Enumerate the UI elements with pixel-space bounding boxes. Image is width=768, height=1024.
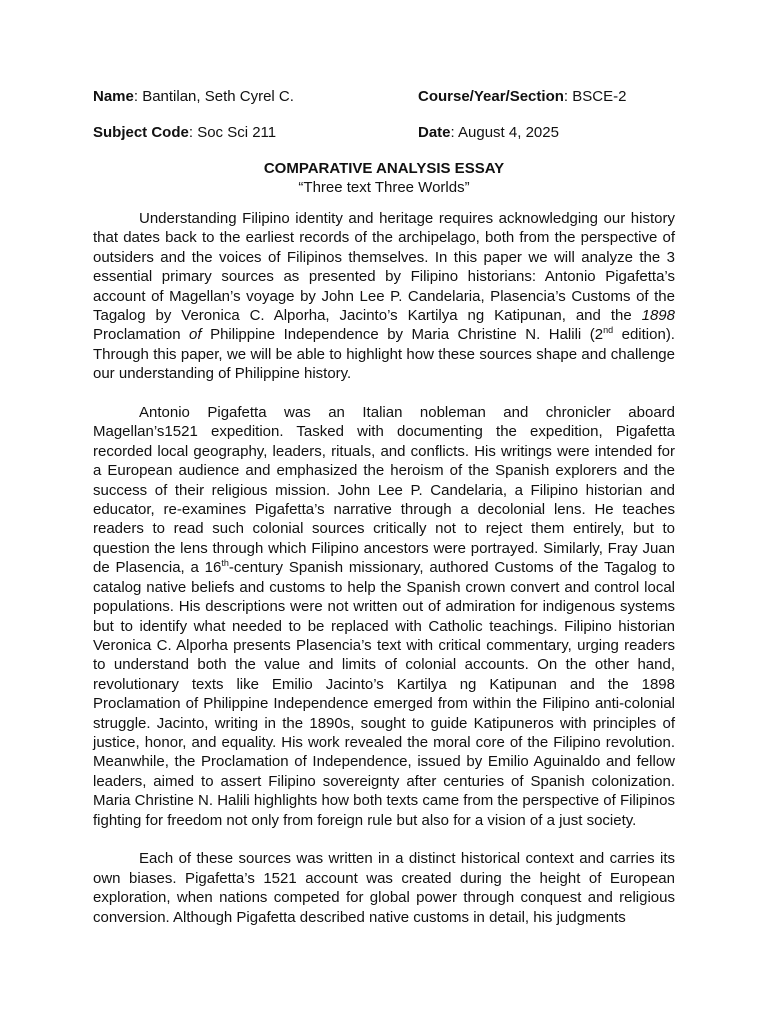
essay-body <box>93 209 675 946</box>
essay-subtitle: “Three text Three Worlds” <box>298 179 470 196</box>
p2-text-a: Antonio Pigafetta was an Italian nobleman and chronicler aboard Magellan’s1521 expedition. Tasked with documenting the expedition, Pigafetta recorded local geography, leaders, rituals, and conflicts. His writings were intended for a European audience and emphasized the heroism of the Spanish explorers and the success of their religious mission. John Lee P. Candelaria, a Filipino historian and educator, re-examines Pigafetta’s narrative through a decolonial lens. He teaches readers to read such colonial sources critically not to reject them entirely, but to question the lens through which Filipino ancestors were portrayed. Similarly, Fray Juan de Plasencia, a 16 <box>93 404 675 577</box>
p2-text-b: -century Spanish missionary, authored Customs of the Tagalog to catalog native beliefs and customs to help the Spanish crown convert and control local populations. His descriptions were not written out of admiration for indigenous systems but to identify what needed to be replaced with Catholic teachings. Filipino historian Veronica C. Alporha presents Plasencia’s text with critical commentary, urging readers to understand both the value and limits of colonial accounts. On the other hand, revolutionary texts like Emilio Jacinto’s Kartilya ng Katipunan and the 1898 Proclamation of Philippine Independence emerged from within the Filipino anti-colonial struggle. Jacinto, writing in the 1890s, sought to guide Katipuneros with principles of justice, honor, and equality. His work revealed the moral core of the Filipino revolution. Meanwhile, the Proclamation of Independence, issued by Emilio Aguinaldo and fellow leaders, aimed to assert Filipino sovereignty after centuries of Spanish colonization. Maria Christine N. Halili highlights how both texts came from the perspective of Filipinos fighting for freedom not only from foreign rule but also for a vision of a just society. <box>93 559 675 829</box>
p1-text-e: Philippine Independence by Maria Christine N. Halili (2 <box>201 326 604 344</box>
p1-italic-year: 1898 <box>641 307 675 325</box>
course-field <box>418 87 626 106</box>
course-label: Course/Year/Section <box>418 88 564 105</box>
date-field <box>418 123 559 142</box>
p1-text-a: Understanding Filipino identity and heritage requires acknowledging our history that dates back to the earliest records of the archipelago, both from the perspective of outsiders and the voices of Filipinos themselves. In this paper we will analyze the 3 essential primary sources as presented by Filipino historians: Antonio Pigafetta’s account of Magellan’s voyage by John Lee P. Candelaria, Plasencia’s Customs of the Tagalog by Veronica C. Alporha, Jacinto’s Kartilya ng Katipunan, and the <box>93 210 675 325</box>
subject-value: : Soc Sci 211 <box>188 124 277 141</box>
name-label: Name <box>93 88 134 105</box>
date-label: Date <box>418 124 451 141</box>
paragraph-3 <box>93 849 675 927</box>
p2-superscript: th <box>221 558 229 569</box>
title-block <box>93 159 675 197</box>
p1-text-c: Proclamation <box>93 326 190 344</box>
date-value: : August 4, 2025 <box>450 124 559 141</box>
p3-text-a: Each of these sources was written in a distinct historical context and carries its own biases. Pigafetta’s 1521 account was created during the height of European exploration, when nations competed for global power through conquest and religious conversion. Although Pigafetta described native customs in detail, his judgments <box>93 850 675 926</box>
subject-label: Subject Code <box>93 124 189 141</box>
paragraph-1 <box>93 209 675 384</box>
p1-superscript: nd <box>603 325 614 336</box>
name-field <box>93 87 294 106</box>
name-value: : Bantilan, Seth Cyrel C. <box>133 88 294 105</box>
subject-field <box>93 123 276 142</box>
essay-title: COMPARATIVE ANALYSIS ESSAY <box>263 160 505 177</box>
p1-italic-of: of <box>189 326 202 344</box>
p1-text-f: edition). Through this paper, we will be able to highlight how these sources shape and challenge our understanding of Philippine history. <box>93 326 675 383</box>
course-value: : BSCE-2 <box>563 88 627 105</box>
paragraph-2 <box>93 403 675 830</box>
